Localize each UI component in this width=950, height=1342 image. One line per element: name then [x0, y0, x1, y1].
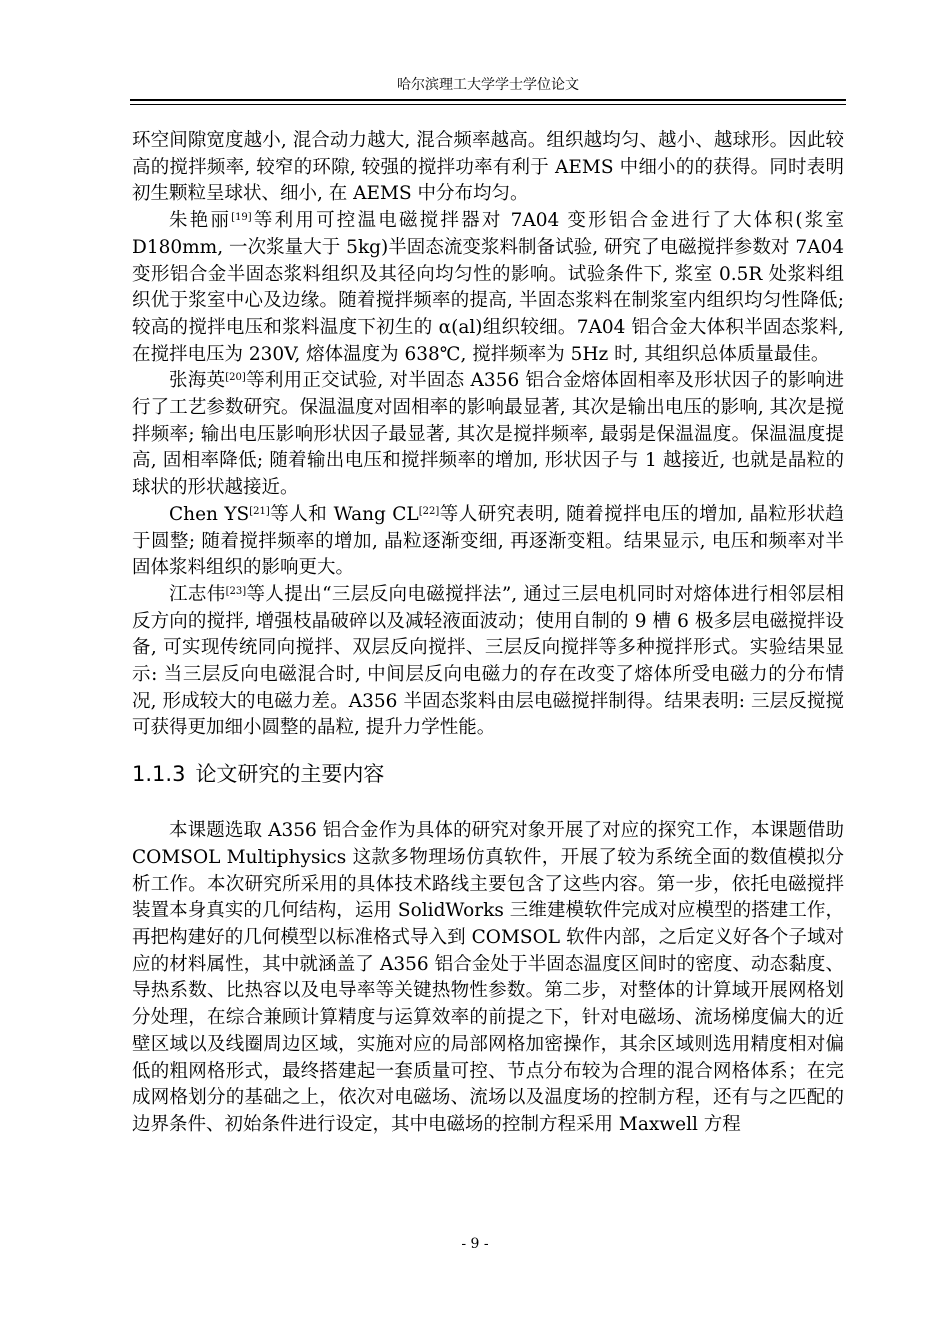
- page-number: - 9 -: [461, 1236, 489, 1252]
- citation-ref: [20]: [225, 372, 246, 384]
- citation-author: 江志伟: [169, 583, 226, 605]
- citation-author: Chen YS: [169, 503, 250, 525]
- citation-author: 朱艳丽: [169, 210, 232, 232]
- paragraph-text: 等人提出“三层反向电磁搅拌法”, 通过三层电机同时对熔体进行相邻层相反方向的搅拌, 增强枝晶破碎以及减轻液面波动；使用自制的 9 槽 6 极多层电磁搅拌设备, 可实现传统同向搅拌、双层反向搅拌、三层反向搅拌等多种搅拌形式。实验结果显示: 当三层反向电磁混合时, 中间层反向电磁力的存在改变了熔体所受电磁力的分布情况, 形成较大的电磁力差。A356 半固态浆料由层电磁搅拌制得。结果表明: 三层反搅搅可获得更加细小圆整的晶粒, 提升力学性能。: [132, 583, 844, 739]
- paragraph-5: [132, 582, 844, 742]
- page-body: [132, 128, 844, 1139]
- paragraph-4: [132, 502, 844, 582]
- section-title: 论文研究的主要内容: [195, 762, 385, 787]
- header-rule-thick: [130, 99, 846, 101]
- citation-author: 张海英: [169, 370, 226, 392]
- section-heading: [132, 760, 844, 788]
- paragraph-text: 等人和 Wang CL: [269, 503, 419, 525]
- running-header: 哈尔滨理工大学学士学位论文: [397, 77, 579, 93]
- header-rule-thin: [130, 104, 846, 105]
- citation-ref: [22]: [418, 505, 440, 517]
- paragraph-text: 等人研究表明, 随着搅拌电压的增加, 晶粒形状趋于圆整; 随着搅拌频率的增加, 晶粒逐渐变细, 再逐渐变粗。结果显示, 电压和频率对半固体浆料组织的影响更大。: [132, 503, 844, 579]
- citation-ref: [23]: [225, 585, 247, 597]
- paragraph-2: [132, 208, 844, 368]
- paragraph-3: [132, 368, 844, 502]
- section-number: 1.1.3: [132, 762, 186, 787]
- section-paragraph: 本课题选取 A356 铝合金作为具体的研究对象开展了对应的探究工作，本课题借助 COMSOL Multiphysics 这款多物理场仿真软件，开展了较为系统全面的数值模拟分析工作。本次研究所采用的具体技术路线主要包含了这些内容。第一步，依托电磁搅拌装置本身真实的几何结构，运用 SolidWorks 三维建模软件完成对应模型的搭建工作，再把构建好的几何模型以标准格式导入到 COMSOL 软件内部，之后定义好各个子域对应的材料属性，其中就涵盖了 A356 铝合金处于半固态温度区间时的密度、动态黏度、导热系数、比热容以及电导率等关键热物性参数。第二步，对整体的计算域开展网格划分处理，在综合兼顾计算精度与运算效率的前提之下，针对电磁场、流场梯度偏大的近壁区域以及线圈周边区域，实施对应的局部网格加密操作，其余区域则选用精度相对偏低的粗网格形式，最终搭建起一套质量可控、节点分布较为合理的混合网格体系；在完成网格划分的基础之上，依次对电磁场、流场以及温度场的控制方程，还有与之匹配的边界条件、初始条件进行设定，其中电磁场的控制方程采用 Maxwell 方程: [132, 820, 844, 1135]
- paragraph-text: 等利用可控温电磁搅拌器对 7A04 变形铝合金进行了大体积(浆室 D180mm, 一次浆量大于 5kg)半固态流变浆料制备试验, 研究了电磁搅拌参数对 7A04 变形铝合金半固态浆料组织及其径向均匀性的影响。试验条件下, 浆室 0.5R 处浆料组织优于浆室中心及边缘。随着搅拌频率的提高, 半固态浆料在制浆室内组织均匀性降低; 较高的搅拌电压和浆料温度下初生的 α(al)组织较细。7A04 铝合金大体积半固态浆料, 在搅拌电压为 230V, 熔体温度为 638℃, 搅拌频率为 5Hz 时, 其组织总体质量最佳。: [132, 210, 844, 365]
- citation-ref: [21]: [249, 505, 270, 517]
- paragraph-1: 环空间隙宽度越小, 混合动力越大, 混合频率越高。组织越均匀、越小、越球形。因此较高的搅拌频率, 较窄的环隙, 较强的搅拌功率有利于 AEMS 中细小的的获得。同时表明初生颗粒呈球状、细小, 在 AEMS 中分布均匀。: [132, 130, 844, 205]
- citation-ref: [19]: [231, 212, 252, 224]
- paragraph-text: 等利用正交试验, 对半固态 A356 铝合金熔体固相率及形状因子的影响进行了工艺参数研究。保温温度对固相率的影响最显著, 其次是输出电压的影响, 其次是搅拌频率; 输出电压影响形状因子最显著, 其次是搅拌频率, 最弱是保温温度。保温温度提高, 固相率降低; 随着输出电压和搅拌频率的增加, 形状因子与 1 越接近, 也就是晶粒的球状的形状越接近。: [132, 370, 844, 499]
